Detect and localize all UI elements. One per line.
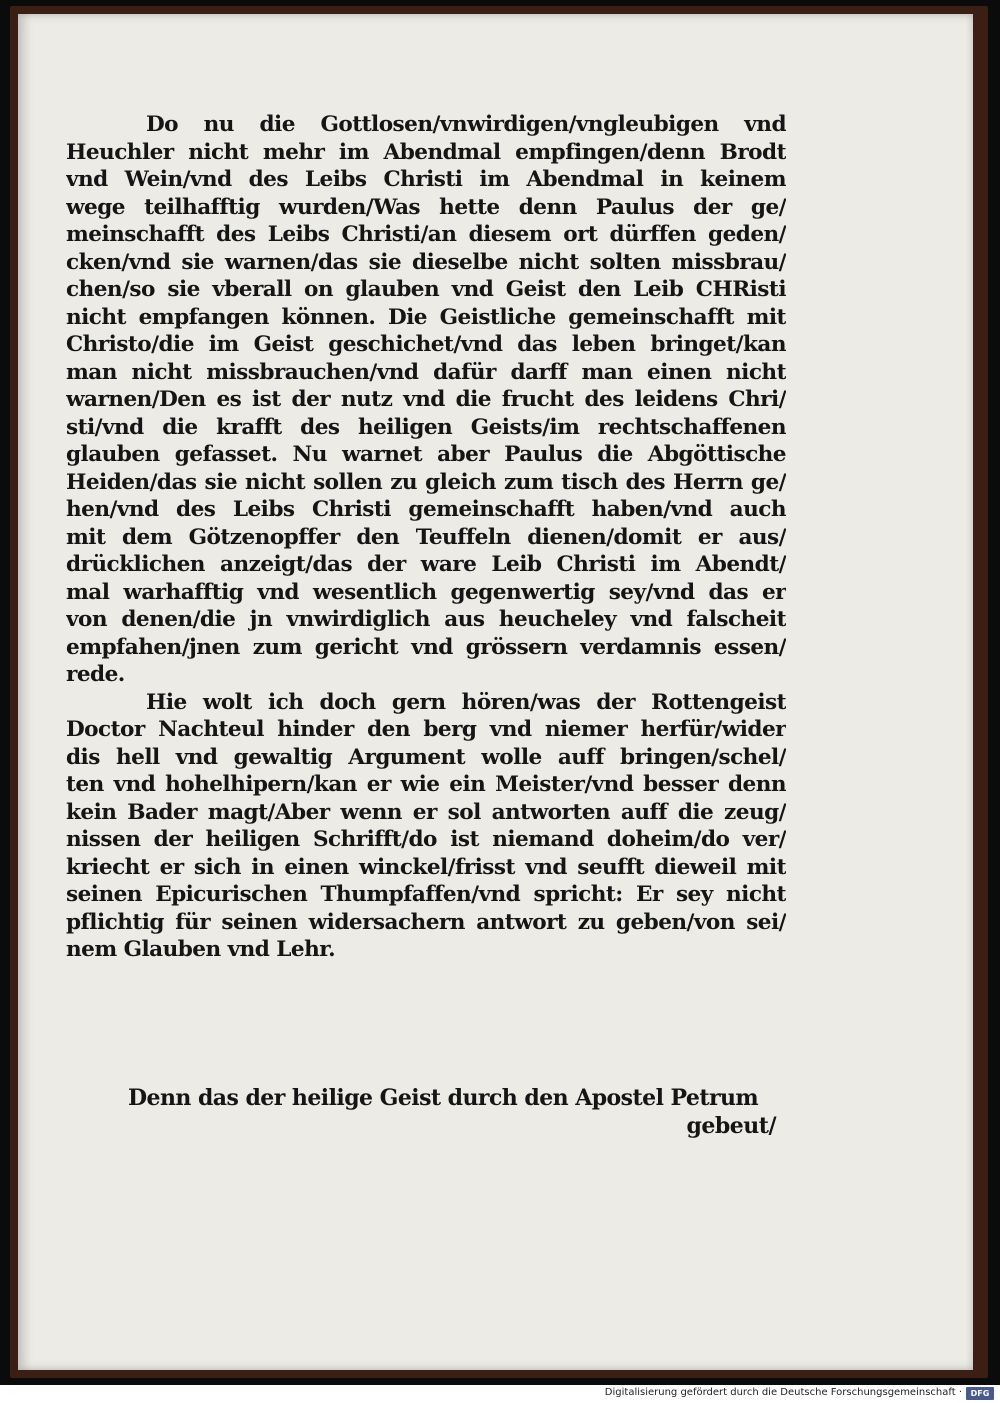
text-line: chen/so sie vberall on glauben vnd Geist den Leib CHRisti xyxy=(66,277,786,302)
text-line: seinen Epicurischen Thumpfaffen/vnd spricht: Er sey nicht xyxy=(66,882,786,907)
dfg-logo-icon[interactable]: DFG xyxy=(966,1387,994,1400)
text-line: mit dem Götzenopffer den Teuffeln dienen/domit er aus/ xyxy=(66,524,786,550)
footer-bar xyxy=(0,1385,1000,1403)
text-line: Hie wolt ich doch gern hören/was der Rottengeist xyxy=(146,689,786,715)
text-line: hen/vnd des Leibs Christi gemeinschafft haben/vnd auch xyxy=(66,497,786,522)
text-line: kein Bader magt/Aber wenn er sol antworten auff die zeug/ xyxy=(66,799,786,825)
text-line: Heuchler nicht mehr im Abendmal empfingen/denn Brodt xyxy=(66,139,786,165)
text-line: warnen/Den es ist der nutz vnd die frucht des leidens Chri/ xyxy=(66,387,786,412)
text-line: man nicht missbrauchen/vnd dafür darff man einen nicht xyxy=(66,359,786,385)
text-line: sti/vnd die krafft des heiligen Geists/im rechtschaffenen xyxy=(66,414,786,440)
closing-line xyxy=(128,1083,783,1113)
text-line: wege teilhafftig wurden/Was hette denn Paulus der ge/ xyxy=(66,194,786,220)
text-line: nissen der heiligen Schrifft/do ist niemand doheim/do ver/ xyxy=(66,827,786,852)
text-line: pflichtig für seinen widersachern antwort zu geben/von sei/ xyxy=(66,909,786,935)
text-line: meinschafft des Leibs Christi/an diesem ort dürffen geden/ xyxy=(66,222,786,247)
text-line: Heiden/das sie nicht sollen zu gleich zum tisch des Herrn ge/ xyxy=(66,469,786,495)
text-line: ten vnd hohelhipern/kan er wie ein Meister/vnd besser denn xyxy=(66,772,786,797)
text-line: Doctor Nachteul hinder den berg vnd niemer herfür/wider xyxy=(66,717,786,742)
text-line: nicht empfangen können. Die Geistliche gemeinschafft mit xyxy=(66,304,786,330)
text-line: rede. xyxy=(66,662,125,687)
text-line: kriecht er sich in einen winckel/frisst vnd seufft dieweil mit xyxy=(66,854,786,880)
text-line: cken/vnd sie warnen/das sie dieselbe nicht solten missbrau/ xyxy=(66,249,786,275)
main-text xyxy=(66,111,786,964)
text-line: Christo/die im Geist geschichet/vnd das leben bringet/kan xyxy=(66,332,786,357)
text-line: Do nu die Gottlosen/vnwirdigen/vngleubigen vnd xyxy=(146,112,786,137)
text-line: empfahen/jnen zum gericht vnd grössern verdamnis essen/ xyxy=(66,634,786,660)
text-line: dis hell vnd gewaltig Argument wolle auff bringen/schel/ xyxy=(66,744,786,770)
text-line: nem Glauben vnd Lehr. xyxy=(66,937,336,962)
text-line: drücklichen anzeigt/das der ware Leib Christi im Abendt/ xyxy=(66,552,786,577)
text-line: vnd Wein/vnd des Leibs Christi im Abendmal in keinem xyxy=(66,167,786,192)
catchword: gebeut/ xyxy=(686,1113,776,1139)
text-line: glauben gefasset. Nu warnet aber Paulus die Abgöttische xyxy=(66,442,786,467)
text-line: Denn das der heilige Geist durch den Apostel Petrum xyxy=(128,1085,759,1111)
footer-credit: Digitalisierung gefördert durch die Deutsche Forschungsgemeinschaft · xyxy=(604,1387,962,1398)
text-line: von denen/die jn vnwirdiglich aus heucheley vnd falscheit xyxy=(66,607,786,632)
text-line: mal warhafftig vnd wesentlich gegenwertig sey/vnd das er xyxy=(66,579,786,605)
